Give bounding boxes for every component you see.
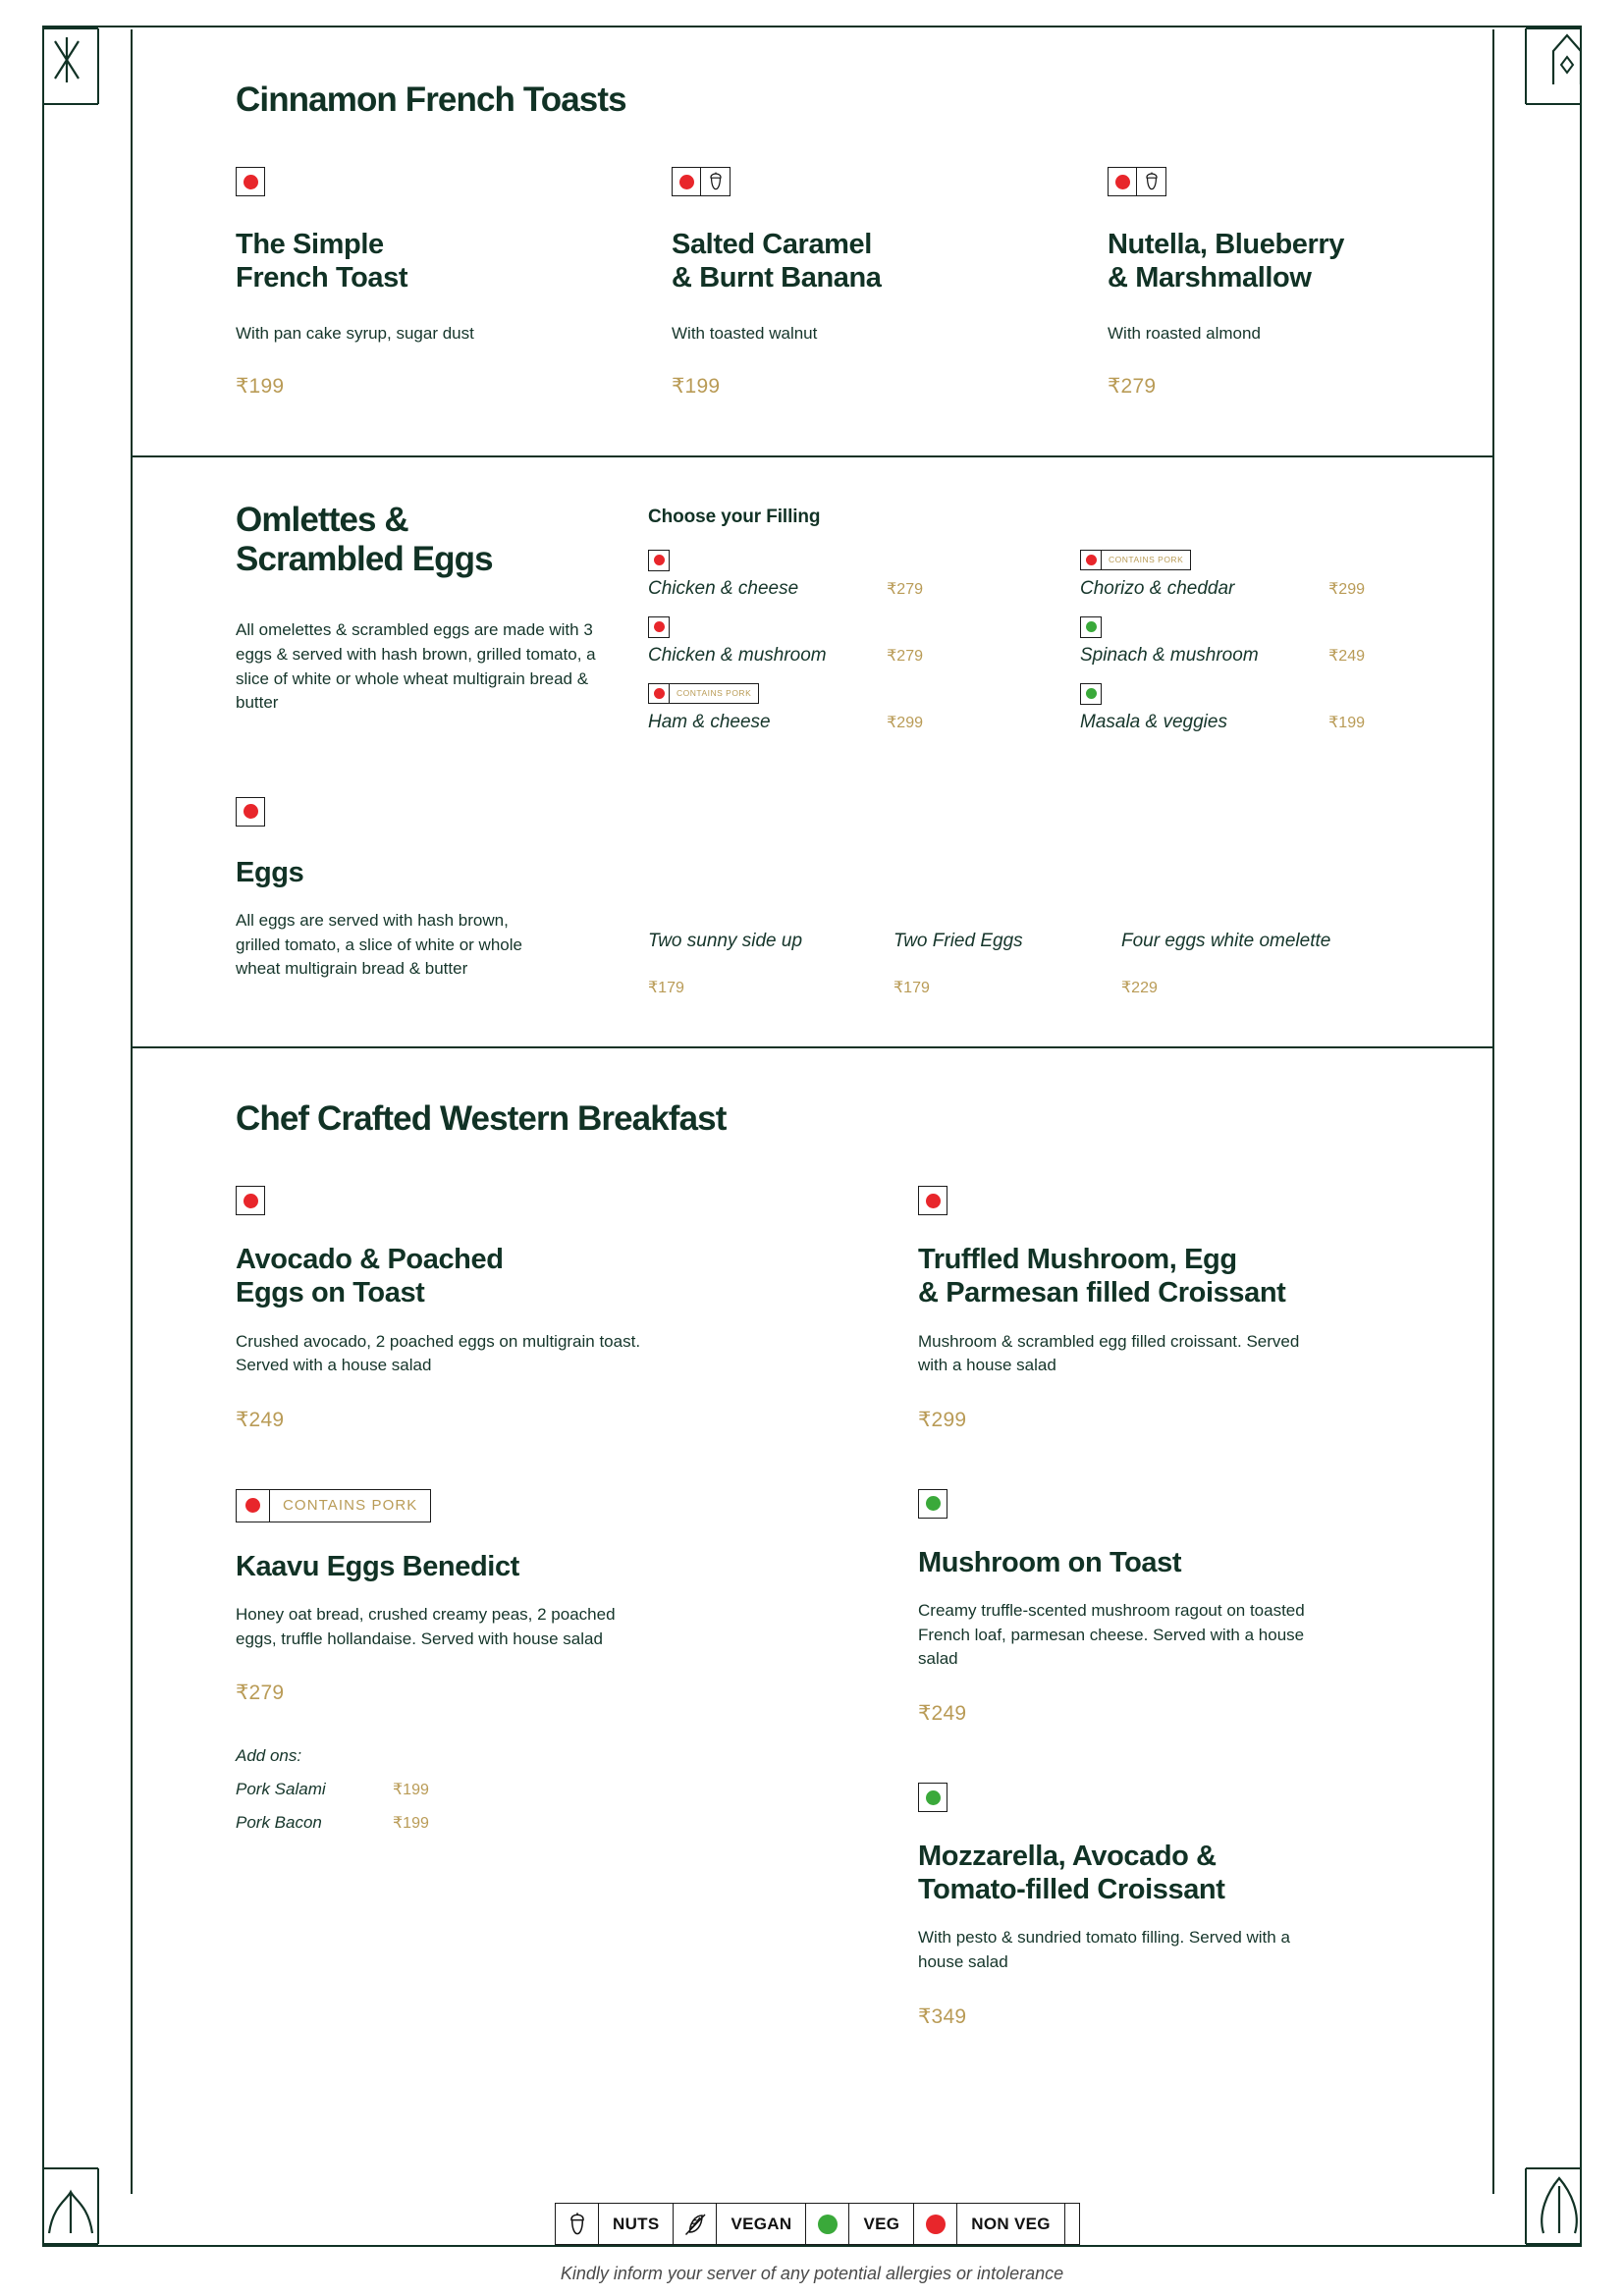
section-description: All omelettes & scrambled eggs are made with 3 eggs & served with hash brown, grilled tomato, a slice of white or whole wheat multigrain bread & butter bbox=[236, 620, 596, 713]
non-veg-icon bbox=[236, 167, 265, 196]
legend-label-non-veg: NON VEG bbox=[957, 2204, 1065, 2244]
diet-marks bbox=[1080, 683, 1492, 707]
diet-marks bbox=[918, 1186, 1492, 1215]
item-description: Honey oat bread, crushed creamy peas, 2 poached eggs, truffle hollandaise. Served with house salad bbox=[236, 1605, 616, 1648]
green-dot-icon bbox=[806, 2204, 849, 2244]
egg-option-two-fried-eggs[interactable] bbox=[893, 931, 1121, 997]
non-veg-icon bbox=[1108, 167, 1137, 196]
contains-pork-badge bbox=[1080, 550, 1191, 570]
filling-name: Masala & veggies bbox=[1080, 711, 1227, 732]
menu-item-truffled-mushroom-egg-parmesan-croissant[interactable] bbox=[918, 1186, 1492, 1432]
legend-label-nuts: NUTS bbox=[599, 2204, 674, 2244]
item-title: Kaavu Eggs Benedict bbox=[236, 1550, 519, 1582]
item-title: Mushroom on Toast bbox=[918, 1546, 1182, 1578]
diet-marks bbox=[236, 167, 672, 196]
filling-price: ₹299 bbox=[1328, 580, 1365, 598]
item-price: ₹249 bbox=[918, 1702, 967, 1725]
option-name: Four eggs white omelette bbox=[1121, 930, 1331, 951]
menu-item-kaavu-eggs-benedict[interactable] bbox=[236, 1489, 918, 1834]
egg-option-two-sunny-side-up[interactable] bbox=[648, 931, 893, 997]
menu-item-nutella-blueberry-marshmallow[interactable] bbox=[1108, 167, 1543, 399]
legend-bar bbox=[555, 2203, 1080, 2245]
item-price: ₹249 bbox=[236, 1408, 285, 1431]
add-on-pork-salami[interactable] bbox=[236, 1780, 918, 1799]
filling-price: ₹299 bbox=[887, 714, 923, 731]
filling-name: Chicken & mushroom bbox=[648, 644, 827, 666]
option-price: ₹229 bbox=[1121, 979, 1158, 996]
non-veg-icon bbox=[236, 797, 265, 827]
non-veg-icon bbox=[236, 1186, 265, 1215]
item-description: Creamy truffle-scented mushroom ragout on toasted French loaf, parmesan cheese. Served with a house salad bbox=[918, 1601, 1305, 1669]
add-ons-block bbox=[236, 1746, 918, 1833]
filling-name: Spinach & mushroom bbox=[1080, 644, 1259, 666]
non-veg-icon bbox=[648, 616, 670, 638]
item-description: With toasted walnut bbox=[672, 324, 818, 344]
item-title: Salted Caramel & Burnt Banana bbox=[672, 229, 882, 294]
filling-name: Chicken & cheese bbox=[648, 577, 799, 599]
filling-chicken-cheese[interactable] bbox=[648, 550, 1080, 600]
red-dot-icon bbox=[914, 2204, 957, 2244]
item-price: ₹299 bbox=[918, 1408, 967, 1431]
item-price: ₹349 bbox=[918, 2004, 967, 2028]
non-veg-icon bbox=[649, 684, 670, 703]
item-price: ₹199 bbox=[672, 374, 721, 398]
fillings-column-right bbox=[1080, 550, 1492, 750]
item-title: Mozzarella, Avocado & Tomato-filled Croissant bbox=[918, 1841, 1225, 1906]
filling-masala-veggies[interactable] bbox=[1080, 683, 1492, 733]
item-description: With roasted almond bbox=[1108, 324, 1261, 344]
diet-marks bbox=[236, 797, 648, 827]
corner-ornament-top-right bbox=[1504, 27, 1581, 137]
menu-card bbox=[131, 29, 1494, 2194]
filling-ham-cheese[interactable] bbox=[648, 683, 1080, 733]
omlettes-intro bbox=[236, 501, 648, 750]
menu-item-avocado-poached-eggs-on-toast[interactable] bbox=[236, 1186, 918, 1432]
non-veg-icon bbox=[918, 1186, 947, 1215]
veg-icon bbox=[1080, 683, 1102, 705]
option-name: Two Fried Eggs bbox=[893, 930, 1023, 951]
item-description: Crushed avocado, 2 poached eggs on multigrain toast. Served with a house salad bbox=[236, 1331, 641, 1375]
add-on-name: Pork Bacon bbox=[236, 1813, 322, 1833]
non-veg-icon bbox=[648, 550, 670, 571]
add-on-name: Pork Salami bbox=[236, 1780, 326, 1799]
add-ons-label: Add ons: bbox=[236, 1746, 302, 1766]
item-description: With pesto & sundried tomato filling. Served with a house salad bbox=[918, 1928, 1290, 1972]
footer-divider bbox=[131, 2245, 1494, 2247]
menu-item-the-simple-french-toast[interactable] bbox=[236, 167, 672, 399]
eggs-description: All eggs are served with hash brown, grilled tomato, a slice of white or whole wheat multigrain bread & butter bbox=[236, 911, 522, 979]
contains-pork-badge bbox=[236, 1489, 431, 1522]
item-price: ₹279 bbox=[236, 1682, 285, 1705]
item-price: ₹279 bbox=[1108, 374, 1157, 398]
option-price: ₹179 bbox=[893, 979, 930, 996]
nuts-icon bbox=[1137, 167, 1166, 196]
option-name: Two sunny side up bbox=[648, 930, 803, 951]
non-veg-icon bbox=[237, 1490, 270, 1522]
item-title: Truffled Mushroom, Egg & Parmesan filled Croissant bbox=[918, 1244, 1286, 1309]
item-price: ₹199 bbox=[236, 374, 285, 398]
diet-marks bbox=[1108, 167, 1543, 196]
diet-marks bbox=[1080, 550, 1492, 573]
section-chef-crafted-western-breakfast bbox=[133, 1046, 1492, 2194]
eggs-options bbox=[648, 797, 1492, 997]
eggs-title: Eggs bbox=[236, 856, 304, 888]
vegan-leaf-icon bbox=[674, 2204, 717, 2244]
allergy-disclaimer: Kindly inform your server of any potential allergies or intolerance bbox=[560, 2264, 1064, 2283]
add-on-pork-bacon[interactable] bbox=[236, 1813, 918, 1833]
filling-price: ₹249 bbox=[1328, 647, 1365, 665]
filling-price: ₹279 bbox=[887, 580, 923, 598]
nuts-icon bbox=[701, 167, 731, 196]
veg-icon bbox=[918, 1489, 947, 1519]
filling-name: Ham & cheese bbox=[648, 711, 771, 732]
filling-price: ₹279 bbox=[887, 647, 923, 665]
diet-marks bbox=[648, 616, 1080, 640]
eggs-block bbox=[236, 797, 1492, 997]
diet-marks bbox=[918, 1489, 1492, 1519]
section-omlettes-scrambled-eggs bbox=[133, 455, 1492, 1046]
contains-pork-label: CONTAINS PORK bbox=[677, 688, 752, 699]
western-breakfast-column-right bbox=[918, 1186, 1492, 2086]
contains-pork-label: CONTAINS PORK bbox=[1109, 555, 1184, 565]
diet-marks bbox=[648, 550, 1080, 573]
legend-spacer-cell bbox=[1065, 2204, 1079, 2244]
corner-ornament-bottom-left bbox=[43, 2135, 120, 2245]
legend-label-vegan: VEGAN bbox=[717, 2204, 806, 2244]
item-title: Avocado & Poached Eggs on Toast bbox=[236, 1244, 504, 1309]
add-on-price: ₹199 bbox=[393, 1815, 429, 1833]
item-description: With pan cake syrup, sugar dust bbox=[236, 324, 474, 344]
diet-marks bbox=[648, 683, 1080, 707]
corner-ornament-top-left bbox=[43, 27, 120, 137]
option-price: ₹179 bbox=[648, 979, 684, 996]
diet-marks bbox=[672, 167, 1108, 196]
item-description: Mushroom & scrambled egg filled croissant. Served with a house salad bbox=[918, 1331, 1300, 1375]
choose-your-filling-label: Choose your Filling bbox=[648, 506, 821, 527]
fillings-grid bbox=[648, 550, 1492, 750]
filling-price: ₹199 bbox=[1328, 714, 1365, 731]
diet-marks bbox=[1080, 616, 1492, 640]
item-title: The Simple French Toast bbox=[236, 229, 408, 294]
section-title: Cinnamon French Toasts bbox=[236, 80, 626, 119]
legend-label-veg: VEG bbox=[849, 2204, 914, 2244]
menu-item-mushroom-on-toast[interactable] bbox=[918, 1489, 1492, 1726]
section-title: Omlettes & Scrambled Eggs bbox=[236, 500, 493, 579]
diet-marks bbox=[236, 1186, 918, 1215]
item-title: Nutella, Blueberry & Marshmallow bbox=[1108, 229, 1344, 294]
non-veg-icon bbox=[1081, 551, 1102, 569]
contains-pork-label: CONTAINS PORK bbox=[283, 1497, 418, 1515]
section-title: Chef Crafted Western Breakfast bbox=[236, 1098, 727, 1138]
filling-spinach-mushroom[interactable] bbox=[1080, 616, 1492, 667]
filling-chicken-mushroom[interactable] bbox=[648, 616, 1080, 667]
fillings-panel bbox=[648, 501, 1492, 750]
section-cinnamon-french-toasts bbox=[133, 29, 1492, 455]
contains-pork-badge bbox=[648, 683, 759, 704]
filling-name: Chorizo & cheddar bbox=[1080, 577, 1235, 599]
western-breakfast-column-left bbox=[236, 1186, 918, 2086]
corner-ornament-bottom-right bbox=[1504, 2135, 1581, 2245]
fillings-column-left bbox=[648, 550, 1080, 750]
veg-icon bbox=[918, 1783, 947, 1812]
nuts-icon bbox=[556, 2204, 599, 2244]
filling-chorizo-cheddar[interactable] bbox=[1080, 550, 1492, 600]
menu-item-salted-caramel-burnt-banana[interactable] bbox=[672, 167, 1108, 399]
menu-item-mozzarella-avocado-tomato-croissant[interactable] bbox=[918, 1783, 1492, 2029]
non-veg-icon bbox=[672, 167, 701, 196]
diet-marks bbox=[918, 1783, 1492, 1812]
egg-option-four-eggs-white-omelette[interactable] bbox=[1121, 931, 1492, 997]
veg-icon bbox=[1080, 616, 1102, 638]
add-on-price: ₹199 bbox=[393, 1782, 429, 1799]
western-breakfast-grid bbox=[236, 1186, 1492, 2086]
french-toast-grid bbox=[236, 167, 1492, 399]
